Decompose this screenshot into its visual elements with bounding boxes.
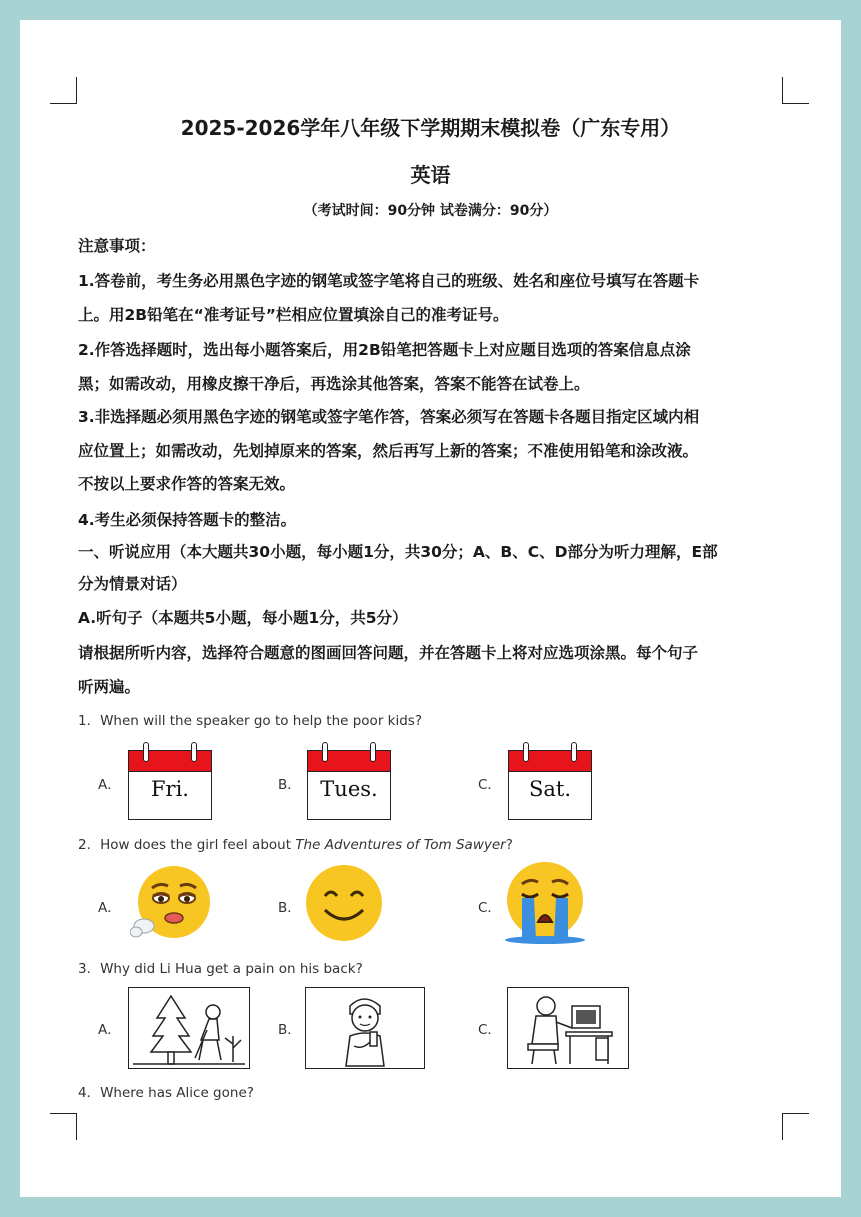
option-label: A． bbox=[98, 1022, 121, 1038]
exam-title: 2025-2026学年八年级下学期期末模拟卷（广东专用） bbox=[180, 116, 681, 140]
exam-subject: 英语 bbox=[410, 163, 451, 187]
option-label: C． bbox=[478, 900, 501, 916]
crying-face-icon bbox=[502, 860, 588, 946]
notes-line: 应位置上；如需改动，先划掉原来的答案，然后再写上新的答案；不准使用铅笔和涂改液。 bbox=[78, 442, 699, 460]
option-label: A． bbox=[98, 900, 121, 916]
part-a-instructions: 听两遍。 bbox=[78, 678, 141, 696]
part-a-instructions: 请根据所听内容，选择符合题意的图画回答问题，并在答题卡上将对应选项涂黑。每个句子 bbox=[78, 644, 699, 662]
calendar-day: Sat. bbox=[528, 777, 572, 801]
calendar-icon bbox=[128, 750, 212, 820]
smiling-face-icon bbox=[303, 862, 385, 944]
crop-mark-top-left bbox=[50, 77, 77, 104]
notes-line: 3.非选择题必须用黑色字迹的钢笔或签字笔作答，答案必须写在答题卡各题目指定区域内相 bbox=[78, 408, 700, 426]
computer-user-icon bbox=[507, 987, 629, 1069]
notes-line: 上。用2B铅笔在“准考证号”栏相应位置填涂自己的准考证号。 bbox=[78, 306, 509, 324]
notes-line: 1.答卷前，考生务必用黑色字迹的钢笔或签字笔将自己的班级、姓名和座位号填写在答题卡 bbox=[78, 272, 700, 290]
boy-drinking-icon bbox=[305, 987, 425, 1069]
section-heading: 分为情景对话） bbox=[78, 575, 187, 593]
notes-line: 不按以上要求作答的答案无效。 bbox=[78, 475, 296, 493]
option-label: C． bbox=[478, 777, 501, 793]
exam-info: （考试时间：90分钟 试卷满分：90分） bbox=[303, 203, 558, 219]
option-label: C． bbox=[478, 1022, 501, 1038]
part-a-heading: A.听句子（本题共5小题，每小题1分，共5分） bbox=[78, 609, 408, 627]
book-title: The Adventures of Tom Sawyer bbox=[295, 837, 506, 853]
section-heading: 一、听说应用（本大题共30小题，每小题1分，共30分；A、B、C、D部分为听力理解，E部 bbox=[78, 543, 718, 561]
crop-mark-bottom-left bbox=[50, 1113, 77, 1140]
planting-tree-icon bbox=[128, 987, 250, 1069]
crop-mark-bottom-right bbox=[782, 1113, 809, 1140]
calendar-icon bbox=[307, 750, 391, 820]
crop-mark-top-right bbox=[782, 77, 809, 104]
calendar-day: Fri. bbox=[150, 777, 189, 801]
calendar-icon bbox=[508, 750, 592, 820]
notes-line: 黑；如需改动，用橡皮擦干净后，再选涂其他答案，答案不能答在试卷上。 bbox=[78, 375, 590, 393]
notes-line: 2.作答选择题时，选出每小题答案后，用2B铅笔把答题卡上对应题目选项的答案信息点涂 bbox=[78, 341, 691, 359]
question-1: 1．When will the speaker go to help the poor kids? bbox=[78, 713, 422, 729]
question-2: 2．How does the girl feel about The Adventures of Tom Sawyer? bbox=[78, 837, 513, 853]
notes-line: 4.考生必须保持答题卡的整洁。 bbox=[78, 511, 297, 529]
exam-page bbox=[20, 20, 841, 1197]
option-label: A． bbox=[98, 777, 121, 793]
question-3: 3．Why did Li Hua get a pain on his back? bbox=[78, 961, 363, 977]
option-label: B． bbox=[278, 777, 301, 793]
tired-face-icon bbox=[130, 862, 214, 942]
notes-heading: 注意事项： bbox=[78, 237, 156, 255]
option-label: B． bbox=[278, 1022, 301, 1038]
question-4: 4．Where has Alice gone? bbox=[78, 1085, 254, 1101]
option-label: B． bbox=[278, 900, 301, 916]
calendar-day: Tues. bbox=[320, 777, 378, 801]
